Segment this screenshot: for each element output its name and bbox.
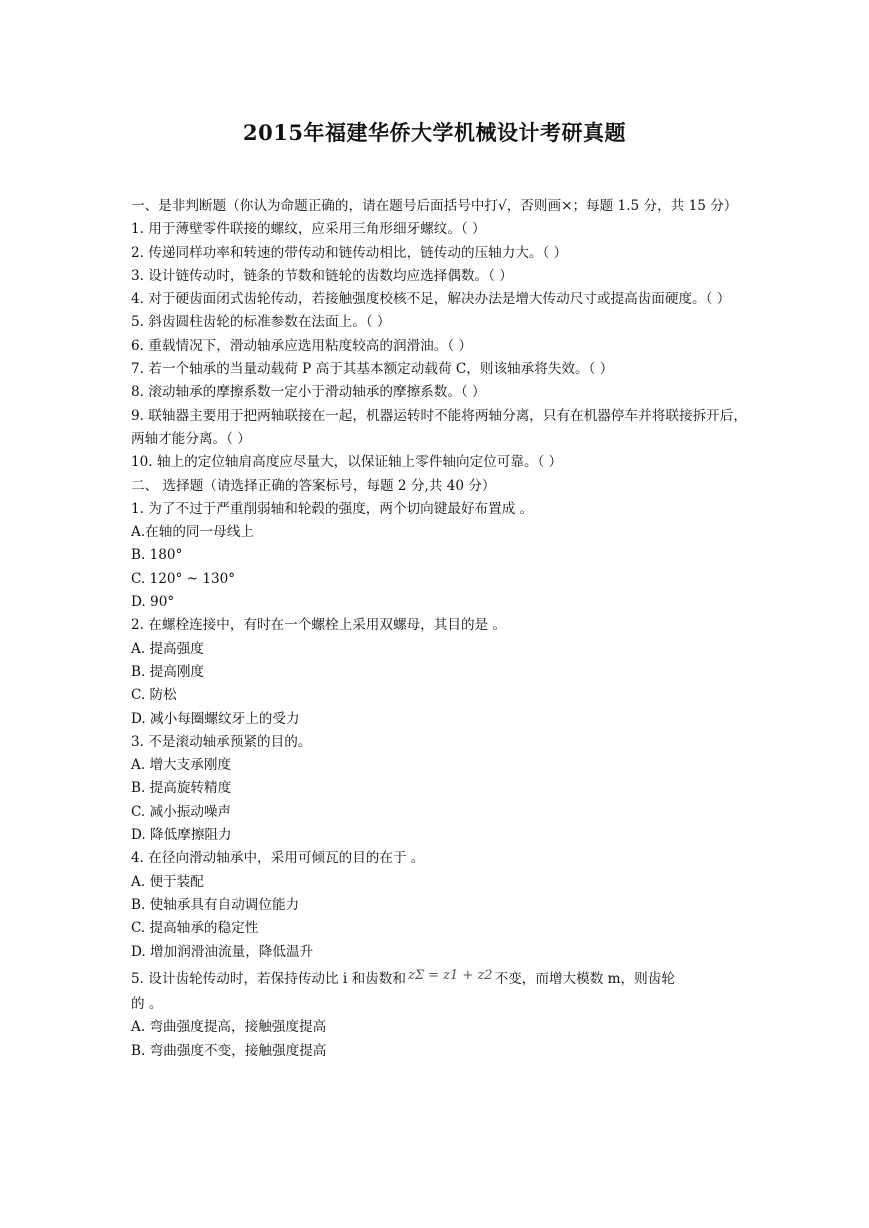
section1-heading: 一、是非判断题（你认为命题正确的，请在题号后面括号中打√，否则画×；每题 1.5 分，共 15 分） bbox=[131, 198, 738, 214]
choice-q3-option-d: D. 降低摩擦阻力 bbox=[131, 827, 232, 844]
choice-q3-option-a: A. 增大支承刚度 bbox=[131, 757, 232, 774]
judgment-item-7: 7. 若一个轴承的当量动载荷 P 高于其基本额定动载荷 C，则该轴承将失效。（ ） bbox=[131, 361, 614, 378]
choice-q1-stem: 1. 为了不过于严重削弱轴和轮毂的强度，两个切向键最好布置成 。 bbox=[131, 500, 534, 517]
choice-q2-option-d: D. 减小每圈螺纹牙上的受力 bbox=[131, 710, 300, 727]
choice-q2-stem: 2. 在螺栓连接中，有时在一个螺栓上采用双螺母，其目的是 。 bbox=[131, 617, 507, 634]
choice-q4-stem: 4. 在径向滑动轴承中，采用可倾瓦的目的在于 。 bbox=[131, 850, 425, 867]
choice-q2-option-b: B. 提高刚度 bbox=[131, 663, 205, 680]
judgment-item-9: 9. 联轴器主要用于把两轴联接在一起，机器运转时不能将两轴分离，只有在机器停车并将联接拆开后，两轴才能分离。（ ） bbox=[131, 407, 747, 447]
judgment-item-10: 10. 轴上的定位轴肩高度应尽量大，以保证轴上零件轴向定位可靠。（ ） bbox=[131, 454, 563, 471]
choice-q5-stem bbox=[131, 968, 747, 991]
choice-q3-option-c: C. 减小振动噪声 bbox=[131, 803, 232, 820]
judgment-item-6: 6. 重载情况下，滑动轴承应选用粘度较高的润滑油。（ ） bbox=[131, 337, 473, 354]
choice-q4-option-c: C. 提高轴承的稳定性 bbox=[131, 920, 259, 937]
section2-heading: 二、 选择题（请选择正确的答案标号，每题 2 分,共 40 分） bbox=[131, 477, 496, 494]
choice-q4-option-b: B. 使轴承具有自动调位能力 bbox=[131, 896, 300, 913]
choice-q3-stem: 3. 不是滚动轴承预紧的目的。 bbox=[131, 733, 312, 750]
judgment-item-4: 4. 对于硬齿面闭式齿轮传动，若接触强度校核不足，解决办法是增大传动尺寸或提高齿面硬度。（ ） bbox=[131, 291, 731, 308]
choice-q1-option-c: C. 120° ~ 130° bbox=[131, 570, 236, 587]
judgment-item-5: 5. 斜齿圆柱齿轮的标准参数在法面上。（ ） bbox=[131, 314, 391, 331]
choice-q2-option-c: C. 防松 bbox=[131, 687, 177, 704]
document-title: 2015年福建华侨大学机械设计考研真题 bbox=[243, 120, 626, 145]
document-body bbox=[131, 195, 747, 1063]
tooth-sum-formula: zΣ = z1 + z2 bbox=[407, 967, 493, 983]
choice-q5-stem-continued: 的 。 bbox=[131, 996, 163, 1013]
choice-q2-option-a: A. 提高强度 bbox=[131, 640, 204, 657]
judgment-item-8: 8. 滚动轴承的摩擦系数一定小于滑动轴承的摩擦系数。（ ） bbox=[131, 384, 486, 401]
choice-q4-option-a: A. 便于装配 bbox=[131, 873, 204, 890]
choice-q5-stem-after: 不变，而增大模数 m，则齿轮 bbox=[494, 970, 675, 987]
choice-q4-option-d: D. 增加润滑油流量，降低温升 bbox=[131, 943, 314, 960]
choice-q1-option-a: A.在轴的同一母线上 bbox=[131, 524, 254, 541]
choice-q1-option-d: D. 90° bbox=[131, 594, 175, 611]
choice-q3-option-b: B. 提高旋转精度 bbox=[131, 780, 232, 797]
judgment-item-1: 1. 用于薄壁零件联接的螺纹，应采用三角形细牙螺纹。（ ） bbox=[131, 221, 486, 238]
choice-q1-option-b: B. 180° bbox=[131, 547, 183, 564]
choice-q5-stem-before: 5. 设计齿轮传动时，若保持传动比 i 和齿数和 bbox=[131, 970, 406, 987]
judgment-item-2: 2. 传递同样功率和转速的带传动和链传动相比，链传动的压轴力大。（ ） bbox=[131, 244, 568, 261]
choice-q5-option-a: A. 弯曲强度提高，接触强度提高 bbox=[131, 1019, 327, 1036]
judgment-item-3: 3. 设计链传动时，链条的节数和链轮的齿数均应选择偶数。（ ） bbox=[131, 267, 513, 284]
choice-q5-option-b: B. 弯曲强度不变，接触强度提高 bbox=[131, 1042, 327, 1059]
